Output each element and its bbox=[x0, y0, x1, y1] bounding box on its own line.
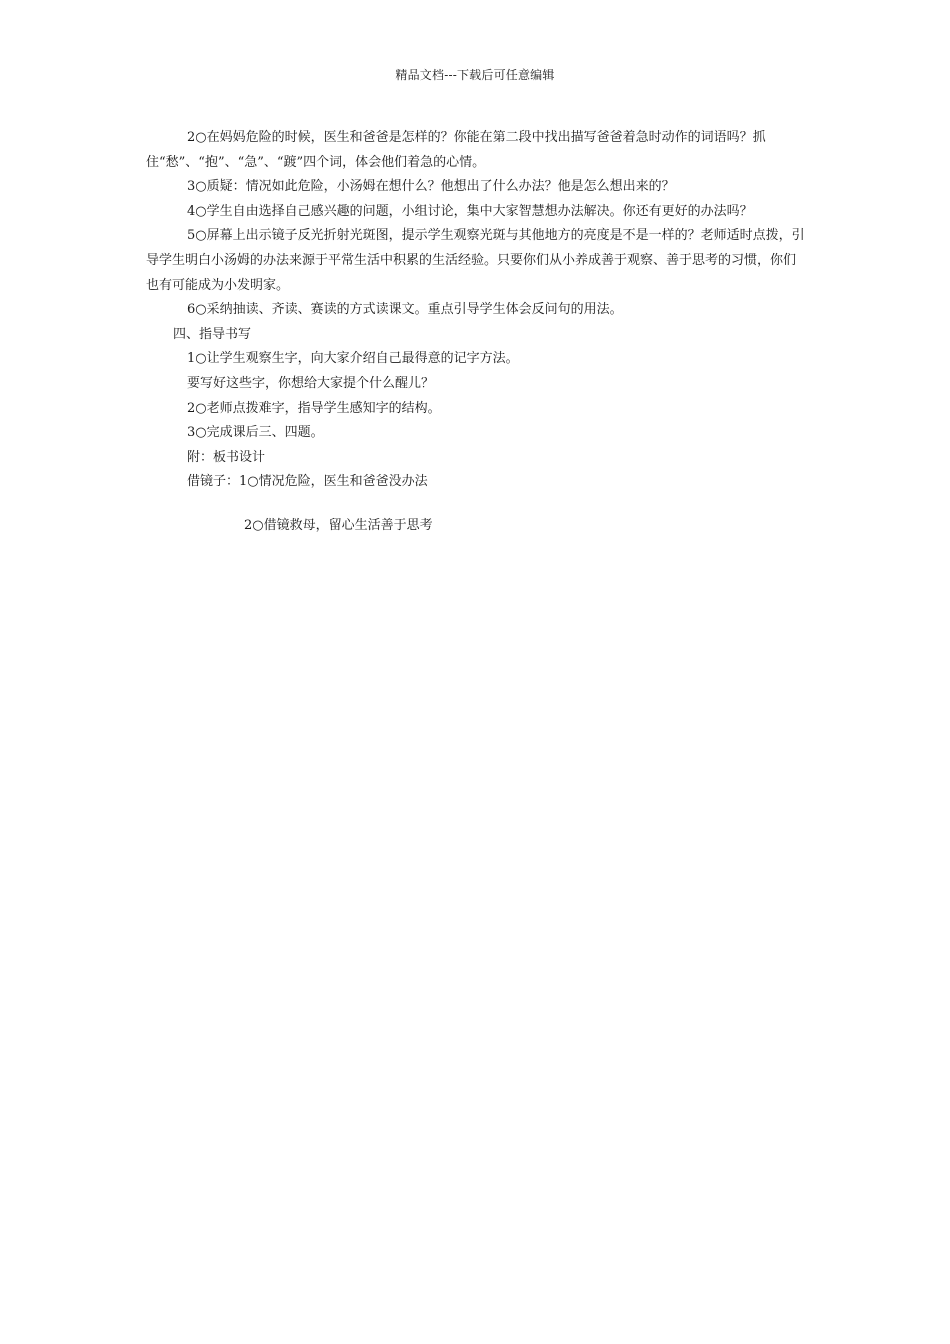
section-heading-4: 四、指导书写 bbox=[173, 326, 252, 342]
board-design-line-2: 2○借镜救母，留心生活善于思考 bbox=[244, 517, 433, 533]
section4-item-3: 3○完成课后三、四题。 bbox=[187, 425, 324, 441]
appendix-heading: 附：板书设计 bbox=[187, 449, 266, 465]
page-header: 精品文档---下载后可任意编辑 bbox=[395, 68, 555, 82]
section4-item-note: 要写好这些字，你想给大家提个什么醒儿？ bbox=[187, 375, 435, 391]
paragraph-5: 5○屏幕上出示镜子反光折射光斑图，提示学生观察光斑与其他地方的亮度是不是一样的？老师适时点拨，引导学生明白小汤姆的办法来源于平常生活中积累的生活经验。只要你们从小养成善于观察、善于思考的习惯，你们也有可能成为小发明家。 bbox=[146, 228, 805, 293]
paragraph-3: 3○质疑：情况如此危险，小汤姆在想什么？他想出了什么办法？他是怎么想出来的？ bbox=[187, 179, 675, 195]
paragraph-6: 6○采纳抽读、齐读、赛读的方式读课文。重点引导学生体会反问句的用法。 bbox=[187, 302, 623, 318]
paragraph-2: 2○在妈妈危险的时候，医生和爸爸是怎样的？你能在第二段中找出描写爸爸着急时动作的词语吗？抓住“愁”、“抱”、“急”、“踱”四个词，体会他们着急的心情。 bbox=[146, 130, 766, 170]
board-design-line-1: 借镜子：1○情况危险，医生和爸爸没办法 bbox=[187, 474, 428, 490]
paragraph-4: 4○学生自由选择自己感兴趣的问题，小组讨论，集中大家智慧想办法解决。你还有更好的办法吗？ bbox=[187, 203, 753, 219]
section4-item-2: 2○老师点拨难字，指导学生感知字的结构。 bbox=[187, 400, 441, 416]
section4-item-1: 1○让学生观察生字，向大家介绍自己最得意的记字方法。 bbox=[187, 351, 519, 367]
document-body bbox=[146, 126, 808, 539]
